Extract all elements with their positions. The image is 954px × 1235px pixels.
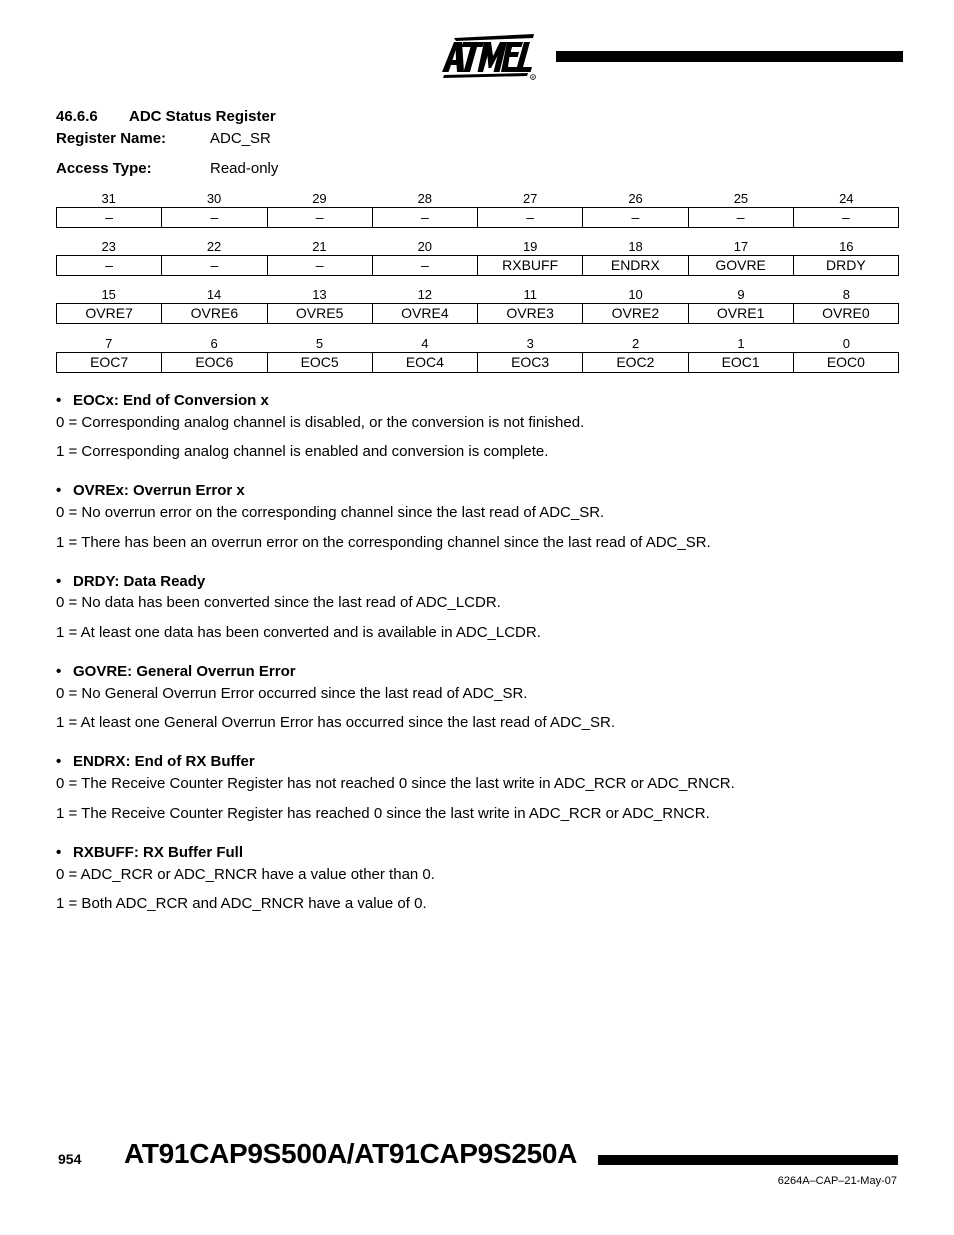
bullet: • xyxy=(56,392,62,409)
field-description-line: 1 = The Receive Counter Register has reached 0 since the last write in ADC_RCR or ADC_RNCR. xyxy=(56,805,710,822)
access-type-value: Read-only xyxy=(210,160,279,177)
bit-number: 6 xyxy=(210,336,218,351)
bit-field-cell: EOC0 xyxy=(793,353,898,372)
bit-field-cell: – xyxy=(477,208,582,227)
register-row-23-16 xyxy=(56,239,899,276)
bit-field-cell: – xyxy=(582,208,687,227)
bit-field-cell: OVRE4 xyxy=(372,304,477,323)
bit-number: 16 xyxy=(839,239,854,254)
field-description-line: 1 = At least one data has been converted and is available in ADC_LCDR. xyxy=(56,624,541,641)
bit-number: 12 xyxy=(417,287,433,302)
access-type-row xyxy=(56,160,278,177)
bit-number: 3 xyxy=(526,336,534,351)
bit-number: 26 xyxy=(628,191,643,206)
header-rule xyxy=(556,51,903,62)
bit-field-cell: EOC3 xyxy=(477,353,582,372)
bit-field-cell: EOC6 xyxy=(161,353,266,372)
access-type-label: Access Type: xyxy=(56,160,152,177)
bit-number: 17 xyxy=(733,239,749,254)
bit-field-cell: OVRE3 xyxy=(477,304,582,323)
bit-field-cell: – xyxy=(105,209,114,225)
bit-number: 10 xyxy=(628,287,643,302)
field-description-line: 0 = No General Overrun Error occurred since the last read of ADC_SR. xyxy=(56,685,528,702)
field-title-text: RXBUFF: RX Buffer Full xyxy=(73,844,243,861)
bit-number: 21 xyxy=(312,239,327,254)
page-number: 954 xyxy=(58,1151,82,1167)
bit-field-cell: – xyxy=(372,208,477,227)
section-number: 46.6.6 xyxy=(56,108,98,125)
bit-number: 19 xyxy=(522,239,538,254)
bit-number: 7 xyxy=(105,336,113,351)
bit-field-cell: – xyxy=(161,256,266,275)
bit-field-cell: OVRE7 xyxy=(85,305,133,321)
bit-number: 25 xyxy=(733,191,749,206)
field-title-govre xyxy=(56,663,296,680)
bit-number-row xyxy=(56,191,899,207)
register-name-label: Register Name: xyxy=(56,130,167,147)
bit-field-cell: EOC7 xyxy=(90,354,129,370)
bit-field-cell: OVRE0 xyxy=(793,304,898,323)
bullet: • xyxy=(56,482,62,499)
bit-field-row xyxy=(56,352,899,373)
bullet: • xyxy=(56,573,62,590)
bit-field-cell: OVRE6 xyxy=(161,304,266,323)
bit-field-cell: EOC5 xyxy=(267,353,372,372)
svg-text:R: R xyxy=(531,75,535,80)
atmel-logo-icon xyxy=(440,32,540,80)
bit-number: 29 xyxy=(312,191,327,206)
field-description-line: 0 = No overrun error on the corresponding channel since the last read of ADC_SR. xyxy=(56,504,605,521)
register-name-value: ADC_SR xyxy=(210,130,271,147)
field-description-line: 0 = The Receive Counter Register has not reached 0 since the last write in ADC_RCR or ADC_RNCR. xyxy=(56,775,735,792)
bit-field-cell: ENDRX xyxy=(582,256,687,275)
bit-number: 30 xyxy=(206,191,222,206)
register-name-row xyxy=(56,130,271,147)
bit-field-cell: EOC2 xyxy=(582,353,687,372)
field-title-ovrex xyxy=(56,482,245,499)
bit-number: 14 xyxy=(206,287,222,302)
field-title-text: EOCx: End of Conversion x xyxy=(73,392,269,409)
bit-field-cell: – xyxy=(688,208,793,227)
field-title-endrx xyxy=(56,753,255,770)
bit-number: 15 xyxy=(101,287,116,302)
bit-number: 2 xyxy=(631,336,640,351)
footer-rule xyxy=(598,1155,898,1165)
bit-number: 8 xyxy=(842,287,850,302)
bit-field-row xyxy=(56,207,899,228)
bullet: • xyxy=(56,844,62,861)
bit-number: 22 xyxy=(206,239,222,254)
bit-number: 13 xyxy=(312,287,327,302)
field-description-line: 0 = Corresponding analog channel is disabled, or the conversion is not finished. xyxy=(56,414,585,431)
bit-number-row xyxy=(56,239,899,255)
bit-field-cell: GOVRE xyxy=(688,256,793,275)
section-heading xyxy=(56,108,276,125)
bit-field-cell: – xyxy=(161,208,266,227)
bit-number-row xyxy=(56,287,899,303)
bit-field-cell: – xyxy=(793,208,898,227)
bit-field-cell: – xyxy=(105,257,114,273)
document-reference: 6264A–CAP–21-May-07 xyxy=(777,1175,897,1187)
bit-field-cell: – xyxy=(267,256,372,275)
bit-field-cell: OVRE5 xyxy=(267,304,372,323)
bullet: • xyxy=(56,753,62,770)
field-description-line: 0 = ADC_RCR or ADC_RNCR have a value other than 0. xyxy=(56,866,435,883)
bit-number: 0 xyxy=(842,336,850,351)
bit-number: 28 xyxy=(417,191,433,206)
bit-number: 18 xyxy=(628,239,643,254)
field-description-line: 1 = Both ADC_RCR and ADC_RNCR have a value of 0. xyxy=(56,895,427,912)
bit-number: 11 xyxy=(523,287,537,302)
bit-number: 20 xyxy=(417,239,433,254)
field-title-drdy xyxy=(56,573,205,590)
section-title: ADC Status Register xyxy=(129,108,276,125)
bit-field-row xyxy=(56,303,899,324)
bit-number-row xyxy=(56,336,899,352)
register-row-31-24 xyxy=(56,191,899,228)
bit-number: 27 xyxy=(522,191,538,206)
bit-number: 24 xyxy=(839,191,854,206)
field-description-line: 1 = There has been an overrun error on the corresponding channel since the last read of ADC_SR. xyxy=(56,534,711,551)
bit-field-cell: RXBUFF xyxy=(477,256,582,275)
bit-field-cell: – xyxy=(267,208,372,227)
register-row-7-0 xyxy=(56,336,899,373)
bit-number: 1 xyxy=(737,336,745,351)
document-title: AT91CAP9S500A/AT91CAP9S250A xyxy=(124,1138,578,1169)
bit-number: 23 xyxy=(101,239,116,254)
field-title-text: OVREx: Overrun Error x xyxy=(73,482,245,499)
field-title-rxbuff xyxy=(56,844,243,861)
bit-field-cell: EOC1 xyxy=(688,353,793,372)
field-title-text: DRDY: Data Ready xyxy=(73,573,206,590)
bit-field-row xyxy=(56,255,899,276)
bit-number: 31 xyxy=(101,191,116,206)
field-title-text: ENDRX: End of RX Buffer xyxy=(73,753,255,770)
bit-number: 5 xyxy=(315,336,324,351)
bullet: • xyxy=(56,663,62,680)
bit-field-cell: OVRE2 xyxy=(582,304,687,323)
bit-field-cell: OVRE1 xyxy=(688,304,793,323)
field-description-line: 1 = Corresponding analog channel is enabled and conversion is complete. xyxy=(56,443,549,460)
bit-field-cell: – xyxy=(372,256,477,275)
field-description-line: 0 = No data has been converted since the last read of ADC_LCDR. xyxy=(56,594,501,611)
field-description-line: 1 = At least one General Overrun Error has occurred since the last read of ADC_SR. xyxy=(56,714,616,731)
field-title-text: GOVRE: General Overrun Error xyxy=(73,663,296,680)
field-title-eocx xyxy=(56,392,269,409)
bit-number: 9 xyxy=(737,287,745,302)
bit-field-cell: DRDY xyxy=(793,256,898,275)
bit-field-cell: EOC4 xyxy=(372,353,477,372)
bit-number: 4 xyxy=(421,336,429,351)
register-row-15-8 xyxy=(56,287,899,324)
